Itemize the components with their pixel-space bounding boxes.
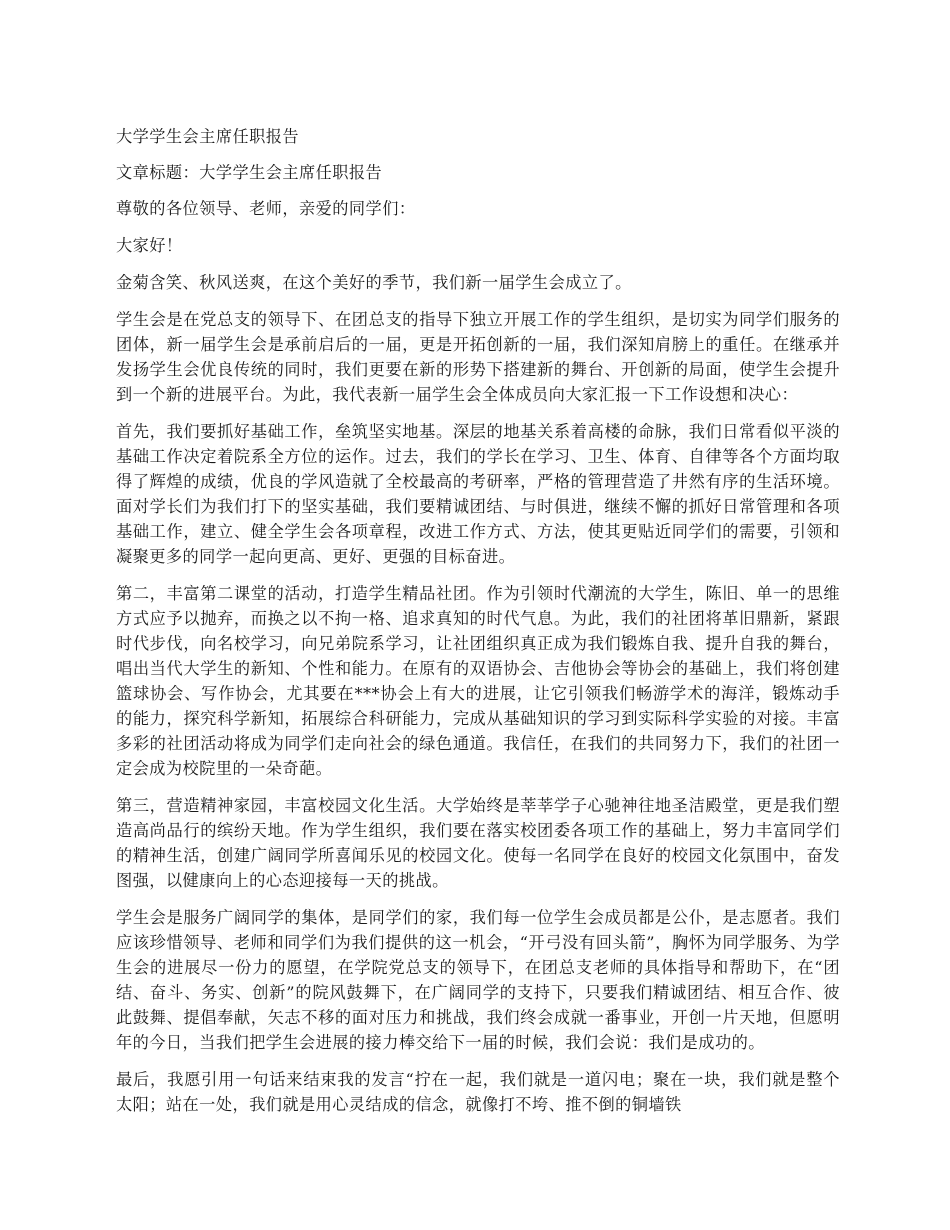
paragraph-third-point: 第三，营造精神家园，丰富校园文化生活。大学始终是莘莘学子心驰神往地圣洁殿堂，更是我们塑造高尚品行的缤纷天地。作为学生组织，我们要在落实校团委各项工作的基础上，努力丰富同学们的精神生活，创建广阔同学所喜闻乐见的校园文化。使每一名同学在良好的校园文化氛围中，奋发图强，以健康向上的心态迎接每一天的挑战。 — [116, 796, 840, 890]
document-body — [116, 124, 840, 1129]
article-title: 文章标题：大学学生会主席任职报告 — [116, 163, 383, 182]
paragraph-closing: 最后，我愿引用一句话来结束我的发言“拧在一起，我们就是一道闪电；聚在一块，我们就是整个太阳；站在一处，我们就是用心灵结成的信念，就像打不垮、推不倒的铜墙铁 — [116, 1070, 840, 1114]
greeting: 大家好！ — [116, 236, 183, 255]
paragraph-commitment: 学生会是服务广阔同学的集体，是同学们的家，我们每一位学生会成员都是公仆，是志愿者。我们应该珍惜领导、老师和同学们为我们提供的这一机会，“开弓没有回头箭”，胸怀为同学服务、为学生会的进展尽一份力的愿望，在学院党总支的领导下，在团总支老师的具体指导和帮助下，在“团结、奋斗、务实、创新”的院风鼓舞下，在广阔同学的支持下，只要我们精诚团结、相互合作、彼此鼓舞、提倡奉献，矢志不移的面对压力和挑战，我们终会成就一番事业，开创一片天地，但愿明年的今日，当我们把学生会进展的接力棒交给下一届的时候，我们会说：我们是成功的。 — [116, 908, 840, 1052]
salutation: 尊敬的各位领导、老师，亲爱的同学们： — [116, 199, 416, 218]
paragraph-intro: 学生会是在党总支的领导下、在团总支的指导下独立开展工作的学生组织，是切实为同学们服务的团体，新一届学生会是承前启后的一届，更是开拓创新的一届，我们深知肩膀上的重任。在继承并发扬学生会优良传统的同时，我们更要在新的形势下搭建新的舞台、开创新的局面，使学生会提升到一个新的进展平台。为此，我代表新一届学生会全体成员向大家汇报一下工作设想和决心： — [116, 310, 840, 404]
paragraph-first-point: 首先，我们要抓好基础工作，垒筑坚实地基。深层的地基关系着高楼的命脉，我们日常看似平淡的基础工作决定着院系全方位的运作。过去，我们的学长在学习、卫生、体育、自律等各个方面均取得了辉煌的成绩，优良的学风造就了全校最高的考研率，严格的管理营造了井然有序的生活环境。面对学长们为我们打下的坚实基础，我们要精诚团结、与时俱进，继续不懈的抓好日常管理和各项基础工作，建立、健全学生会各项章程，改进工作方式、方法，使其更贴近同学们的需要，引领和凝聚更多的同学一起向更高、更好、更强的目标奋进。 — [116, 422, 840, 566]
paragraph-second-point: 第二，丰富第二课堂的活动，打造学生精品社团。作为引领时代潮流的大学生，陈旧、单一的思维方式应予以抛弃，而换之以不拘一格、追求真知的时代气息。为此，我们的社团将革旧鼎新，紧跟时代步伐，向名校学习，向兄弟院系学习，让社团组织真正成为我们锻炼自我、提升自我的舞台，唱出当代大学生的新知、个性和能力。在原有的双语协会、吉他协会等协会的基础上，我们将创建篮球协会、写作协会，尤其要在***协会上有大的进展，让它引领我们畅游学术的海洋，锻炼动手的能力，探究科学新知，拓展综合科研能力，完成从基础知识的学习到实际科学实验的对接。丰富多彩的社团活动将成为同学们走向社会的绿色通道。我信任，在我们的共同努力下，我们的社团一定会成为校院里的一朵奇葩。 — [116, 584, 840, 778]
paragraph-opening: 金菊含笑、秋风送爽，在这个美好的季节，我们新一届学生会成立了。 — [116, 273, 632, 292]
document-heading: 大学学生会主席任职报告 — [116, 127, 300, 146]
